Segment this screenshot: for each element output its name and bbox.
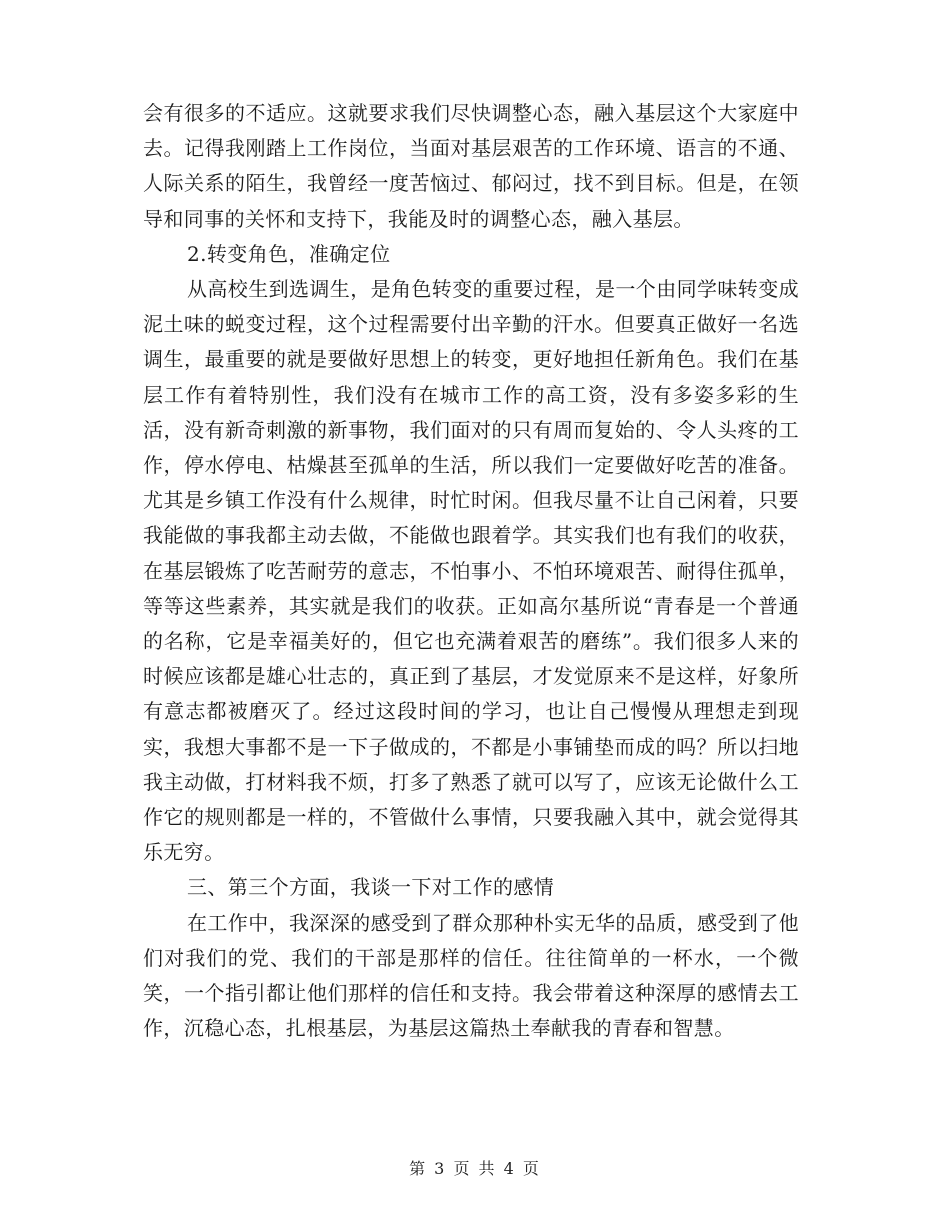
page-number-footer: 第 3 页 共 4 页 [409,1159,541,1178]
section-heading-role-change: 2.转变角色，准确定位 [187,241,391,266]
document-body [143,96,799,1046]
paragraph-work-feelings: 在工作中，我深深的感受到了群众那种朴实无华的品质，感受到了他们对我们的党、我们的干部是那样的信任。往往简单的一杯水，一个微笑，一个指引都让他们那样的信任和支持。我会带着这种深厚的感情去工作，沉稳心态，扎根基层，为基层这篇热土奉献我的青春和智慧。 [143,910,799,1041]
section-heading-work-feelings: 三、第三个方面，我谈一下对工作的感情 [187,875,555,900]
paragraph-role-change: 从高校生到选调生，是角色转变的重要过程，是一个由同学味转变成泥土味的蜕变过程，这个过程需要付出辛勤的汗水。但要真正做好一名选调生，最重要的就是要做好思想上的转变，更好地担任新角色。我们在基层工作有着特别性，我们没有在城市工作的高工资，没有多姿多彩的生活，没有新奇刺激的新事物，我们面对的只有周而复始的、令人头疼的工作，停水停电、枯燥甚至孤单的生活，所以我们一定要做好吃苦的准备。尤其是乡镇工作没有什么规律，时忙时闲。但我尽量不让自己闲着，只要我能做的事我都主动去做，不能做也跟着学。其实我们也有我们的收获，在基层锻炼了吃苦耐劳的意志，不怕事小、不怕环境艰苦、耐得住孤单，等等这些素养，其实就是我们的收获。正如高尔基所说“青春是一个普通的名称，它是幸福美好的，但它也充满着艰苦的磨练”。我们很多人来的时候应该都是雄心壮志的，真正到了基层，才发觉原来不是这样，好象所有意志都被磨灭了。经过这段时间的学习，也让自己慢慢从理想走到现实，我想大事都不是一下子做成的，不都是小事铺垫而成的吗？所以扫地我主动做，打材料我不烦，打多了熟悉了就可以写了，应该无论做什么工作它的规则都是一样的，不管做什么事情，只要我融入其中，就会觉得其乐无穷。 [143,277,799,865]
paragraph-continuation: 会有很多的不适应。这就要求我们尽快调整心态，融入基层这个大家庭中去。记得我刚踏上工作岗位，当面对基层艰苦的工作环境、语言的不通、人际关系的陌生，我曾经一度苦恼过、郁闷过，找不到目标。但是，在领导和同事的关怀和支持下，我能及时的调整心态，融入基层。 [143,101,799,231]
